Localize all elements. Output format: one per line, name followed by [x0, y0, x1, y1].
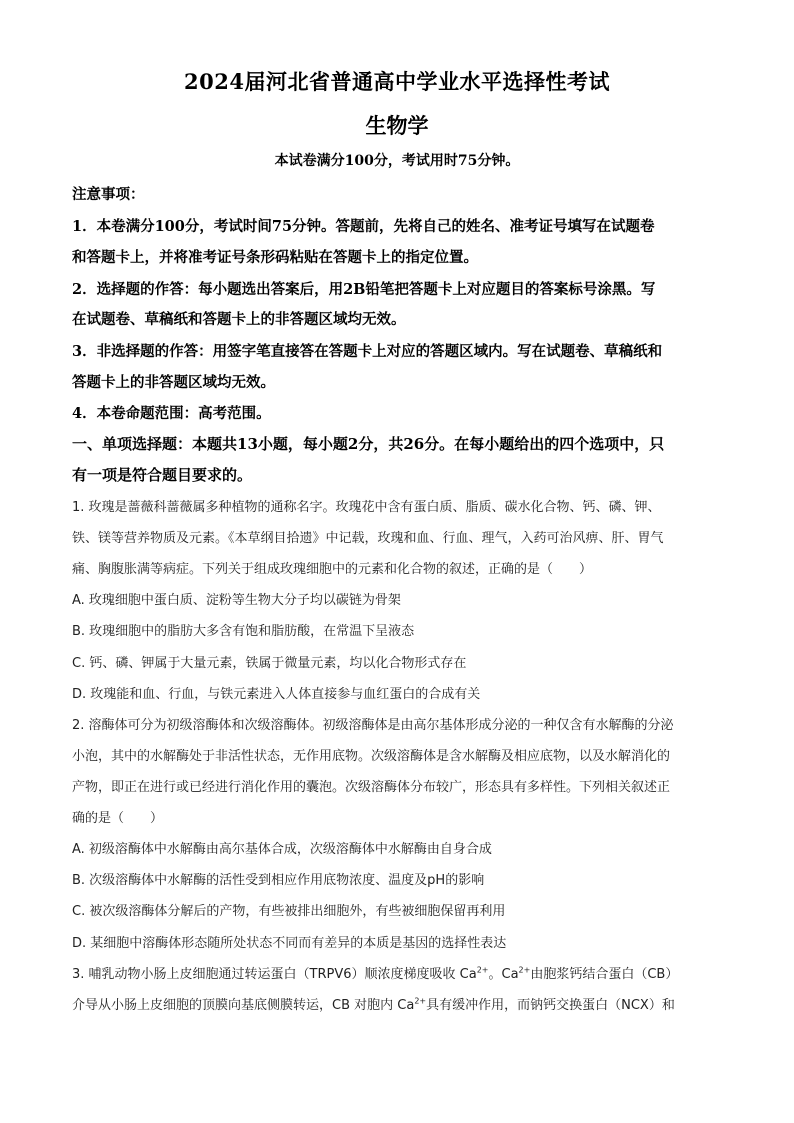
- note-line: 3．非选择题的作答：用签字笔直接答在答题卡上对应的答题区域内。写在试题卷、草稿纸和: [72, 343, 663, 360]
- note-line: 1．本卷满分100分，考试时间75分钟。答题前，先将自己的姓名、准考证号填写在试题卷: [72, 218, 655, 235]
- question-3-stem: [72, 994, 726, 1013]
- question-2-option-d: D. 某细胞中溶酶体形态随所处状态不同而有差异的本质是基因的选择性表达: [72, 936, 507, 951]
- subject-title: 生物学: [365, 113, 429, 138]
- note-line: 和答题卡上，并将准考证号条形码粘贴在答题卡上的指定位置。: [72, 249, 478, 266]
- question-2-stem: 确的是（ ）: [72, 811, 164, 826]
- notes-heading: 注意事项：: [72, 186, 145, 203]
- question-2-option-c: C. 被次级溶酶体分解后的产物，有些被排出细胞外，有些被细胞保留再利用: [72, 904, 506, 919]
- question-2-stem: 2. 溶酶体可分为初级溶酶体和次级溶酶体。初级溶酶体是由高尔基体形成分泌的一种仅含有水解酶的分泌: [72, 718, 674, 733]
- q3-text: 。Ca: [488, 967, 519, 982]
- question-1-stem: 痛、胸腹胀满等病症。下列关于组成玫瑰细胞中的元素和化合物的叙述，正确的是（ ）: [72, 562, 593, 577]
- question-1-option-a: A. 玫瑰细胞中蛋白质、淀粉等生物大分子均以碳链为骨架: [72, 593, 401, 608]
- question-1-option-b: B. 玫瑰细胞中的脂肪大多含有饱和脂肪酸，在常温下呈液态: [72, 624, 415, 639]
- question-2-option-a: A. 初级溶酶体中水解酶由高尔基体合成，次级溶酶体中水解酶由自身合成: [72, 842, 492, 857]
- exam-title: 2024届河北省普通高中学业水平选择性考试: [184, 69, 610, 94]
- exam-subtitle: 本试卷满分100分，考试用时75分钟。: [274, 153, 520, 169]
- question-2-option-b: B. 次级溶酶体中水解酶的活性受到相应作用底物浓度、温度及pH的影响: [72, 873, 485, 888]
- q3-text: 介导从小肠上皮细胞的顶膜向基底侧膜转运，CB 对胞内 Ca: [72, 998, 415, 1013]
- question-2-stem: 小泡，其中的水解酶处于非活性状态，无作用底物。次级溶酶体是含水解酶及相应底物，以及水解消化的: [72, 749, 671, 764]
- question-3-stem: [72, 963, 726, 982]
- q3-text: 具有缓冲作用，而钠钙交换蛋白（NCX）和: [426, 998, 675, 1013]
- note-line: 答题卡上的非答题区域均无效。: [72, 374, 275, 391]
- section-heading: 有一项是符合题目要求的。: [72, 466, 253, 484]
- question-1-option-d: D. 玫瑰能和血、行血，与铁元素进入人体直接参与血红蛋白的合成有关: [72, 687, 481, 702]
- section-heading: 一、单项选择题：本题共13小题，每小题2分，共26分。在每小题给出的四个选项中，只: [72, 435, 665, 453]
- question-1-stem: 铁、镁等营养物质及元素。《本草纲目拾遗》中记载，玫瑰和血、行血、理气，入药可治风痹、肝、胃气: [72, 531, 664, 546]
- ion-charge: 2+: [518, 965, 531, 975]
- q3-text: 3. 哺乳动物小肠上皮细胞通过转运蛋白（TRPV6）顺浓度梯度吸收 Ca: [72, 967, 477, 982]
- question-1-option-c: C. 钙、磷、钾属于大量元素，铁属于微量元素，均以化合物形式存在: [72, 656, 467, 671]
- ion-charge: 2+: [414, 996, 427, 1006]
- question-1-stem: 1. 玫瑰是蔷薇科蔷薇属多种植物的通称名字。玫瑰花中含有蛋白质、脂质、碳水化合物、钙、磷、钾、: [72, 500, 661, 515]
- q3-text: 由胞浆钙结合蛋白（CB）: [530, 967, 679, 982]
- note-line: 在试题卷、草稿纸和答题卡上的非答题区域均无效。: [72, 311, 406, 328]
- question-2-stem: 产物，即正在进行或已经进行消化作用的囊泡。次级溶酶体分布较广，形态具有多样性。下列相关叙述正: [72, 780, 671, 795]
- note-line: 2．选择题的作答：每小题选出答案后，用2B铅笔把答题卡上对应题目的答案标号涂黑。写: [72, 281, 656, 298]
- note-line: 4．本卷命题范围：高考范围。: [72, 405, 271, 422]
- ion-charge: 2+: [476, 965, 489, 975]
